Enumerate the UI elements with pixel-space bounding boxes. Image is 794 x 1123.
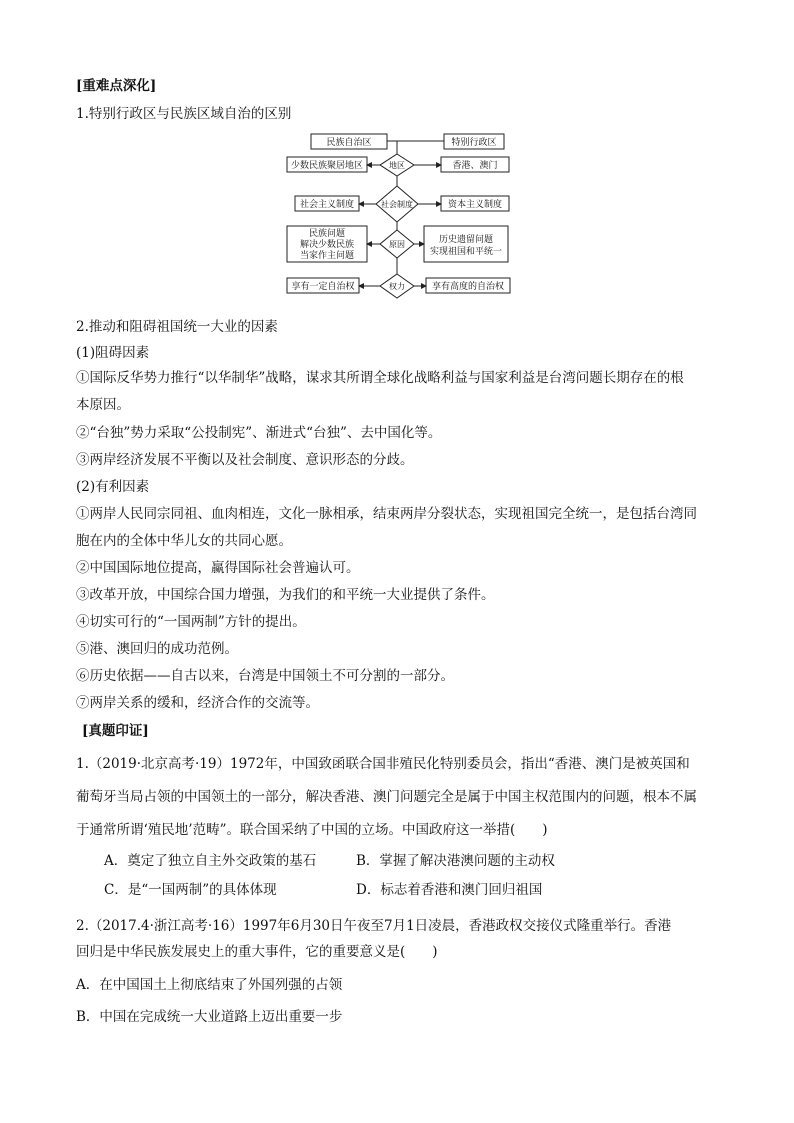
label-diamond-reason: 原因 [389,240,405,249]
favorable-4: ④切实可行的“一国两制”方针的提出。 [76,614,306,630]
label-right-region: 香港、澳门 [452,161,498,171]
question-1-line-2: 葡萄牙当局占领的中国领土的一部分，解决香港、澳门问题完全是属于中国主权范围内的问题，根本不属 [76,789,697,805]
label-right-power: 享有高度的自治权 [431,282,505,292]
question-1-line-1: 1.（2019·北京高考·19）1972年，中国致函联合国非殖民化特别委员会，指出“香港、澳门是被英国和 [76,756,690,772]
item-title-1: 1.特别行政区与民族区域自治的区别 [76,106,292,122]
label-diamond-system: 社会制度 [381,200,413,209]
label-left-reason-3: 当家作主问题 [299,251,355,261]
favorable-1-line-2: 胞在内的全体中华儿女的共同心愿。 [76,533,292,549]
label-left-reason-2: 解决少数民族 [299,240,355,250]
question-1-line-3: 于通常所谓‘殖民地’范畴”。联合国采纳了中国的立场。中国政府这一举措( ) [76,822,548,838]
question-1-option-d: D．标志着香港和澳门回归祖国 [356,882,543,898]
favorable-3: ③改革开放，中国综合国力增强，为我们的和平统一大业提供了条件。 [76,587,495,603]
label-right-system: 资本主义制度 [447,200,503,210]
favorable-6: ⑥历史依据——自古以来，台湾是中国领土不可分割的一部分。 [76,668,454,684]
section-heading-key-points: [重难点深化] [76,78,157,94]
sub-heading-favorable: (2)有利因素 [76,479,150,495]
question-1-option-a: A．奠定了独立自主外交政策的基石 [104,853,317,869]
obstacle-1-line-2: 本原因。 [76,397,130,413]
label-left-power: 享有一定自治权 [291,282,355,292]
comparison-diagram [0,0,794,320]
question-2-line-2: 回归是中华民族发展史上的重大事件，它的重要意义是( ) [76,944,438,960]
label-diamond-region: 地区 [389,161,405,170]
question-2-option-a: A．在中国国土上彻底结束了外国列强的占领 [76,977,343,993]
label-diamond-power: 权力 [389,282,405,291]
question-1-option-c: C．是“一国两制”的具体体现 [104,882,277,898]
question-2-line-1: 2.（2017.4·浙江高考·16）1997年6月30日午夜至7月1日凌晨，香港政权交接仪式隆重举行。香港 [76,918,672,934]
label-right-top: 特别行政区 [451,138,497,148]
label-right-reason-2: 实现祖国和平统一 [429,247,503,257]
sub-heading-obstacles: (1)阻碍因素 [76,345,150,361]
obstacle-3: ③两岸经济发展不平衡以及社会制度、意识形态的分歧。 [76,452,414,468]
favorable-5: ⑤港、澳回归的成功范例。 [76,641,238,657]
favorable-1-line-1: ①两岸人民同宗同祖、血肉相连，文化一脉相承，结束两岸分裂状态，实现祖国完全统一，是包括台湾同 [76,506,697,522]
favorable-7: ⑦两岸关系的缓和，经济合作的交流等。 [76,695,319,711]
question-1-option-b: B．掌握了解决港澳问题的主动权 [356,853,555,869]
obstacle-2: ②“台独”势力采取“公投制宪”、渐进式“台独”、去中国化等。 [76,425,442,441]
section-heading-exam: [真题印证] [82,723,149,739]
label-right-reason-1: 历史遗留问题 [438,235,494,245]
label-left-system: 社会主义制度 [299,200,355,210]
label-left-region: 少数民族聚居地区 [290,161,364,171]
label-left-reason-1: 民族问题 [308,229,346,239]
label-left-top: 民族自治区 [326,138,372,148]
obstacle-1-line-1: ①国际反华势力推行“以华制华”战略，谋求其所谓全球化战略利益与国家利益是台湾问题长期存在的根 [76,370,684,386]
favorable-2: ②中国国际地位提高，赢得国际社会普遍认可。 [76,560,360,576]
section2-title: 2.推动和阻碍祖国统一大业的因素 [76,319,278,335]
question-2-option-b: B．中国在完成统一大业道路上迈出重要一步 [76,1009,343,1025]
